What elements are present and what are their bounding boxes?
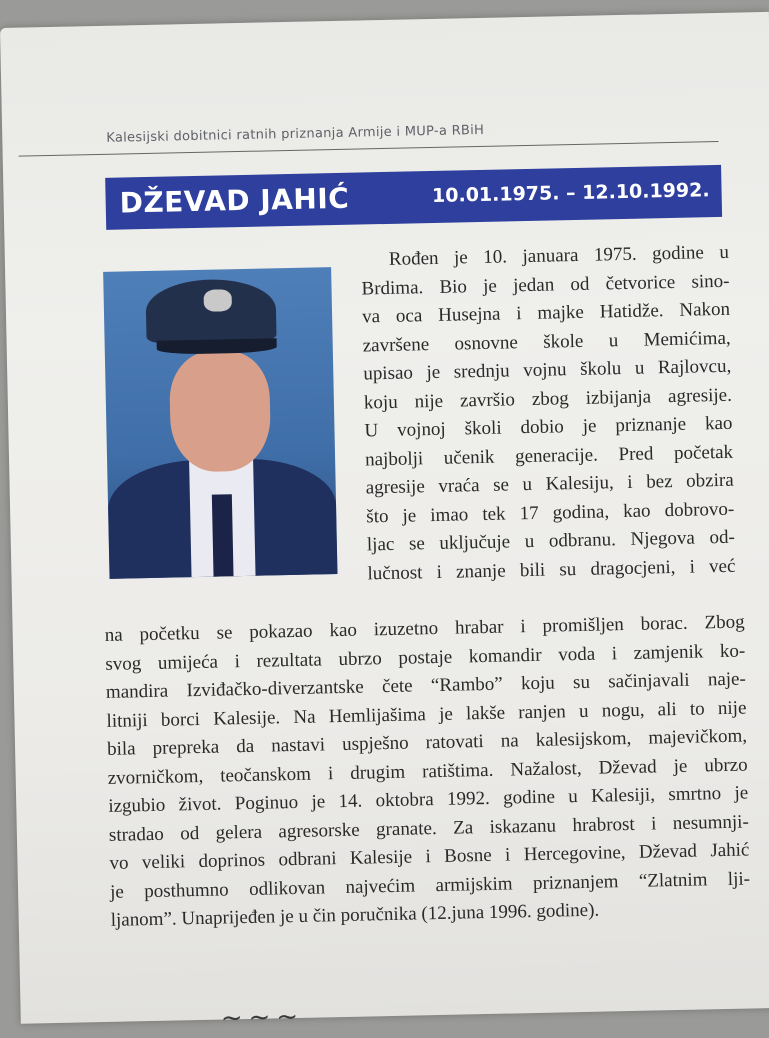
text-line: najbolji učenik generacije. Pred početak: [364, 441, 734, 470]
text-line: upisao je srednju vojnu školu u Rajlovcu,: [363, 355, 732, 385]
text-line: je posthumno odlikovan najvećim armijskim priznanjem “Zlatnim lji-: [109, 867, 751, 903]
text-line: ljanom”. Unaprijeđen je u čin poručnika (12.juna 1996. godine).: [110, 899, 600, 931]
text-line: stradao od gelera agresorske granate. Za iskazanu hrabrost i nesumnji-: [108, 810, 750, 846]
text-line: litniji borci Kalesije. Na Hemlijašima je lakše ranjen u nogu, ali to nije: [106, 697, 747, 732]
text-line: što je imao tek 17 godina, kao dobrovo-: [366, 498, 735, 527]
text-line: lučnost i znanje bili su dragocjeni, i već: [367, 555, 736, 584]
photo-face: [169, 350, 271, 472]
biography-full-width: [104, 609, 750, 936]
running-head: Kalesijski dobitnici ratnih priznanja Armije i MUP-a RBiH: [106, 122, 485, 146]
portrait-photo: [103, 267, 337, 579]
life-dates: 10.01.1975. – 12.10.1992.: [431, 179, 710, 207]
person-name: DŽEVAD JAHIĆ: [119, 181, 350, 220]
page-ornament: ∼∼∼: [220, 1001, 305, 1034]
biography-column: [361, 239, 736, 589]
text-line: agresije vraća se u Kalesiju, i bez obzira: [365, 469, 734, 499]
photo-cap-visor: [157, 338, 277, 355]
cap-badge-icon: [204, 289, 232, 312]
text-line: bila prepreka da nastavi uspješno ratovati na kalesijskom, majevičkom,: [106, 725, 748, 760]
text-line: koju nije završio zbog izbijanja agresije.: [363, 384, 733, 413]
text-line: vo veliki doprinos odbrani Kalesije i Bosne i Hercegovine, Dževad Jahić: [109, 839, 750, 874]
book-page: [0, 12, 769, 1034]
text-line: va oca Husejna i majke Hatidže. Nakon: [361, 298, 731, 328]
text-line: zvorničkom, teočanskom i drugim ratištima. Nažalost, Dževad je ubrzo: [107, 754, 748, 789]
text-line: Rođen je 10. januara 1975. godine u: [388, 241, 730, 270]
text-line: U vojnoj školi dobio je priznanje kao: [364, 412, 733, 442]
text-line: mandira Izviđačko-diverzantske čete “Rambo” koju su sačinjavali naje-: [105, 668, 747, 703]
photo-tie: [212, 494, 234, 579]
text-line: Brdima. Bio je jedan od četvorice sino-: [361, 270, 730, 299]
text-line: svog umijeća i rezultata ubrzo postaje komandir voda i zamjenik ko-: [105, 640, 746, 675]
text-line: završene osnovne škole u Memićima,: [362, 327, 731, 356]
text-line: izgubio život. Poginuo je 14. oktobra 1992. godine u Kalesiji, smrtno je: [108, 782, 749, 817]
text-line: ljac se uključuje u odbranu. Njegova od-: [366, 526, 736, 556]
text-line: na početku se pokazao kao izuzetno hrabar i promišljen borac. Zbog: [104, 611, 745, 646]
title-banner: [105, 165, 722, 230]
